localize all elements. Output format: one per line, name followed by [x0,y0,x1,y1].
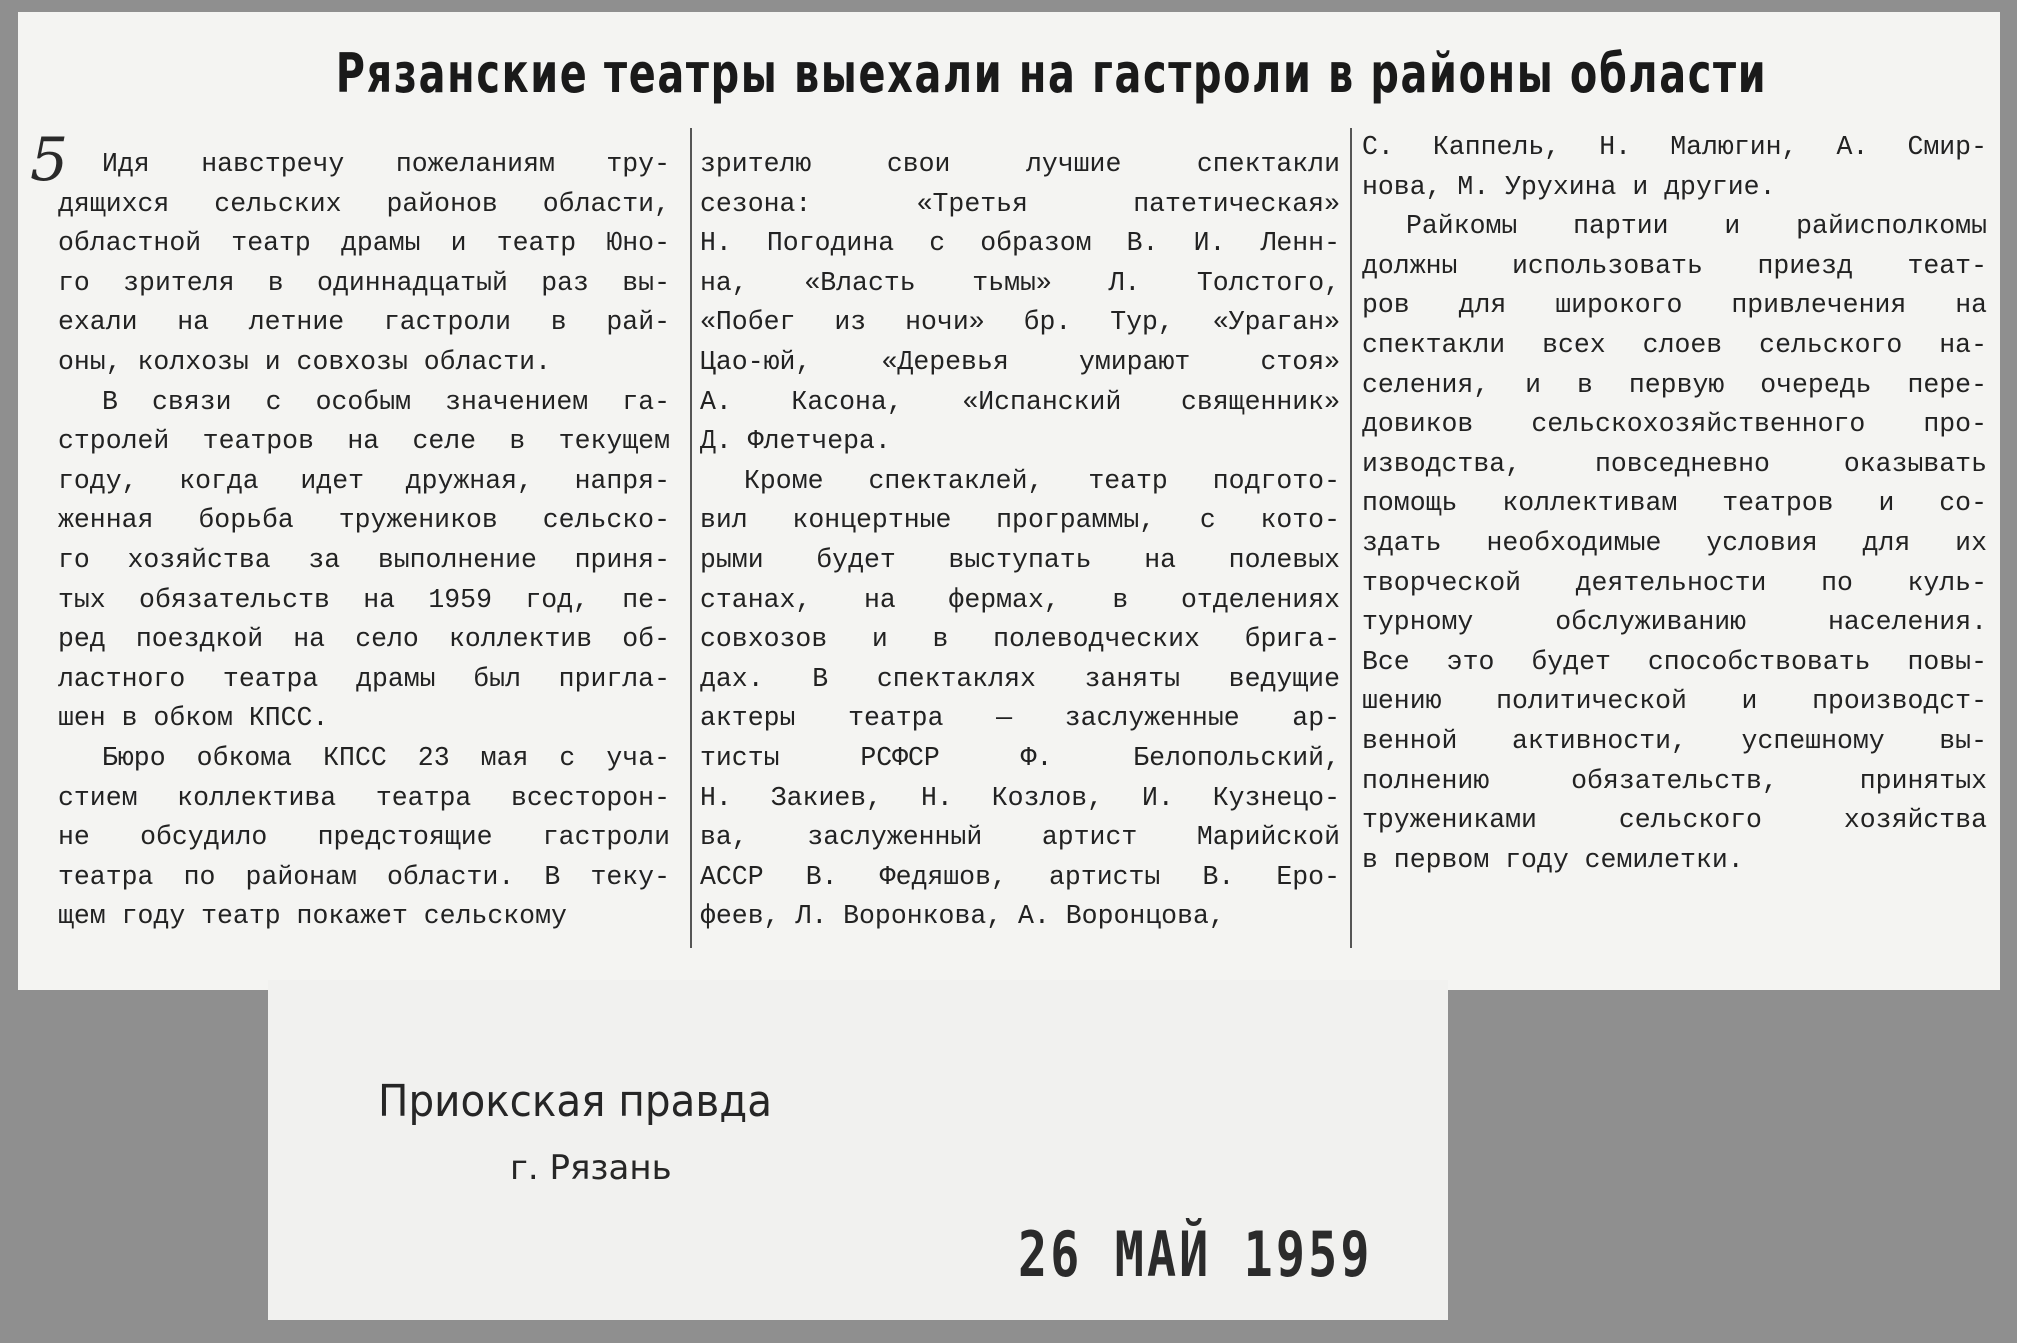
article-line: ров для широкого привлечения на [1362,290,1987,321]
article-line: театра по районам области. В теку- [58,861,670,892]
article-line: помощь коллективам театров и со- [1362,488,1987,519]
handwritten-number: 5 [30,125,69,195]
article-line: спектакли всех слоев сельского на- [1362,329,1987,360]
article-line: году, когда идет дружная, напря- [58,465,670,496]
column-divider [1350,128,1352,948]
article-line: го зрителя в одиннадцатый раз вы- [58,267,670,298]
article-line: «Побег из ночи» бр. Тур, «Ураган» [700,307,1340,338]
article-line: А. Касона, «Испанский священник» [700,386,1340,417]
article-line: АССР В. Федяшов, артисты В. Еро- [700,861,1340,892]
article-line: ред поездкой на село коллектив об- [58,624,670,655]
article-line: В связи с особым значением га- [102,386,670,417]
article-line: венной активности, успешному вы- [1362,725,1987,756]
article-line: ехали на летние гастроли в рай- [58,307,670,338]
article-line: женная борьба тружеников сельско- [58,505,670,536]
article-line: Н. Погодина с образом В. И. Ленн- [700,228,1340,259]
article-column-1 [58,145,670,937]
article-headline: Рязанские театры выехали на гастроли в районы области [335,42,1768,105]
article-line: совхозов и в полеводческих брига- [700,624,1340,655]
article-line: в первом году семилетки. [1362,844,1744,875]
column-divider [690,128,692,948]
article-line: турному обслуживанию населения. [1362,607,1987,638]
date-stamp: 26 МАЙ 1959 [1018,1218,1373,1291]
article-line: станах, на фермах, в отделениях [700,584,1340,615]
article-line: сезона: «Третья патетическая» [700,188,1340,219]
article-line: актеры театра — заслуженные ар- [700,703,1340,734]
article-line: тых обязательств на 1959 год, пе- [58,584,670,615]
article-line: зрителю свои лучшие спектакли [700,149,1340,179]
article-line: должны использовать приезд теат- [1362,250,1987,281]
article-line: на, «Власть тьмы» Л. Толстого, [700,267,1340,298]
article-line: селения, и в первую очередь пере- [1362,369,1987,400]
article-column-2 [700,145,1340,937]
article-line: довиков сельскохозяйственного про- [1362,409,1987,440]
article-line: изводства, повседневно оказывать [1362,448,1987,479]
newspaper-city: г. Рязань [510,1148,672,1188]
article-line: Кроме спектаклей, театр подгото- [744,465,1340,496]
article-line: ва, заслуженный артист Марийской [700,822,1340,853]
article-line: тружениками сельского хозяйства [1362,805,1987,836]
newspaper-name: Приокская правда [378,1076,773,1127]
article-line: стролей театров на селе в текущем [58,426,670,457]
article-line: нова, М. Урухина и другие. [1362,171,1776,202]
article-line: творческой деятельности по куль- [1362,567,1987,598]
article-line: ластного театра драмы был пригла- [58,663,670,694]
article-line: Все это будет способствовать повы- [1362,646,1987,677]
article-line: оны, колхозы и совхозы области. [58,346,551,377]
article-line: дах. В спектаклях заняты ведущие [700,663,1340,694]
article-line: Н. Закиев, Н. Козлов, И. Кузнецо- [700,782,1340,813]
article-line: дящихся сельских районов области, [58,188,670,219]
article-line: полнению обязательств, принятых [1362,765,1987,796]
article-line: здать необходимые условия для их [1362,527,1987,558]
article-line: С. Каппель, Н. Малюгин, А. Смир- [1362,132,1987,162]
article-line: Райкомы партии и райисполкомы [1406,211,1987,242]
article-line: стием коллектива театра всесторон- [58,782,670,813]
article-line: Идя навстречу пожеланиям тру- [102,149,670,179]
article-line: шению политической и производст- [1362,686,1987,717]
article-line: рыми будет выступать на полевых [700,544,1340,575]
article-line: Бюро обкома КПСС 23 мая с уча- [102,742,670,773]
article-line: шен в обком КПСС. [58,703,329,734]
article-line: областной театр драмы и театр Юно- [58,228,670,259]
article-line: Д. Флетчера. [700,426,891,457]
article-line: не обсудило предстоящие гастроли [58,822,670,853]
article-column-3 [1362,128,1987,880]
article-line: тисты РСФСР Ф. Белопольский, [700,742,1340,773]
article-line: щем году театр покажет сельскому [58,901,567,932]
article-line: феев, Л. Воронкова, А. Воронцова, [700,901,1225,932]
article-line: вил концертные программы, с кото- [700,505,1340,536]
article-line: Цао-юй, «Деревья умирают стоя» [700,346,1340,377]
article-line: го хозяйства за выполнение приня- [58,544,670,575]
